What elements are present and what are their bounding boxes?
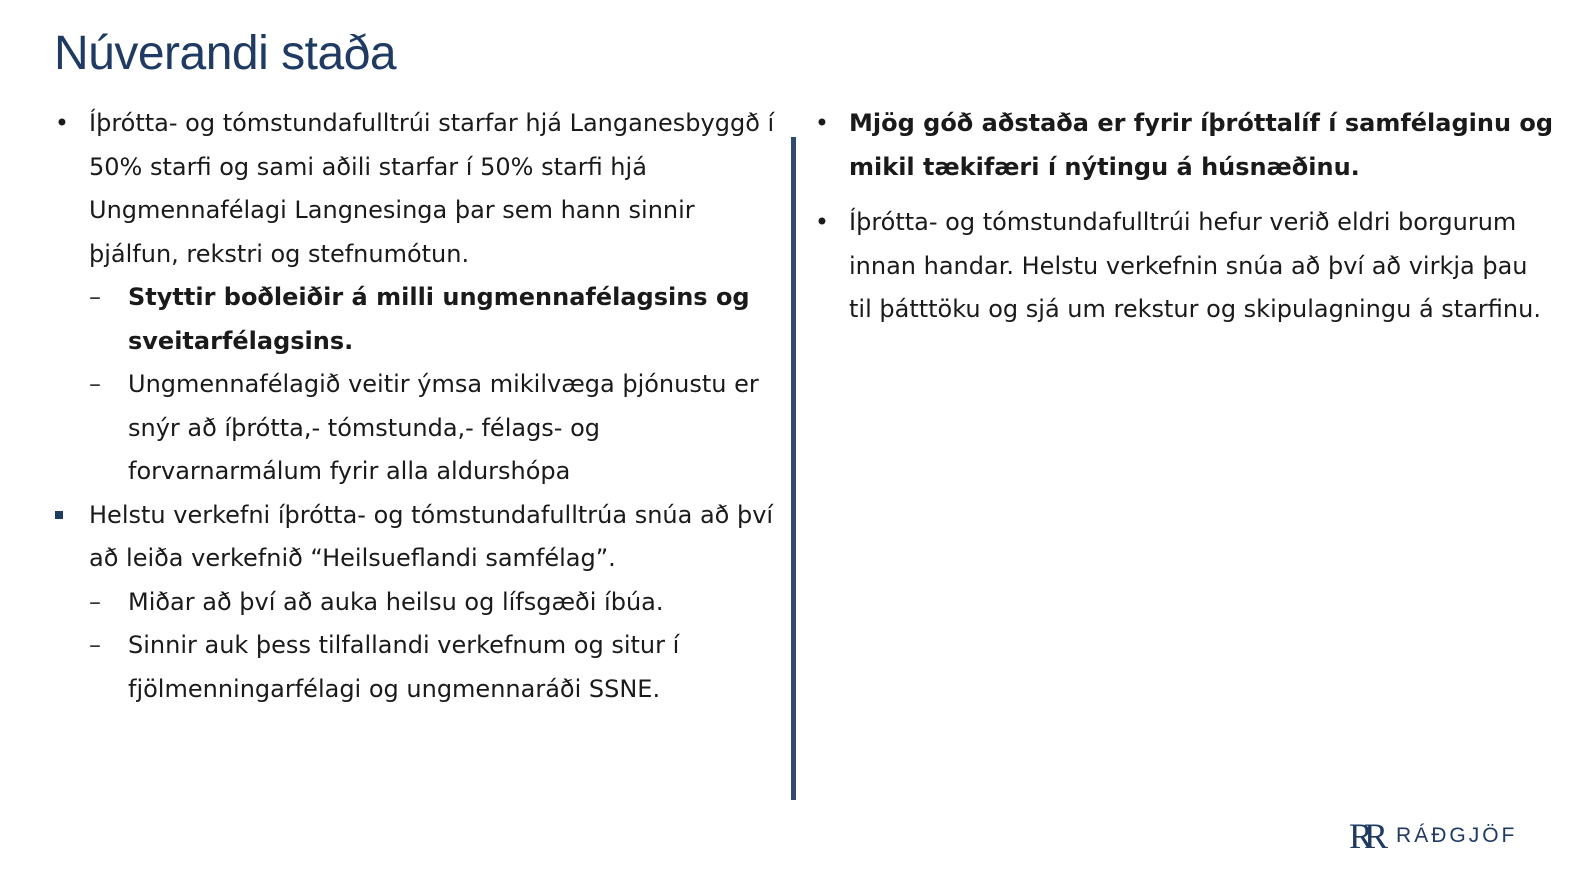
list-item-text: Mjög góð aðstaða er fyrir íþróttalíf í samfélaginu og mikil tækifæri í nýtingu á húsnæðinu. [849, 109, 1554, 181]
sub-list [89, 276, 782, 494]
radgjof-logo [1349, 818, 1517, 854]
list-item [812, 201, 1557, 332]
sub-item-text: Miðar að því að auka heilsu og lífsgæði íbúa. [128, 587, 664, 616]
list-item-text: Íþrótta- og tómstundafulltrúi hefur verið eldri borgurum innan handar. Helstu verkefnin snúa að því að virkja þau til þátttöku og sjá um rekstur og skipulagningu á starfinu. [849, 208, 1541, 323]
sub-list-item [89, 363, 782, 494]
sub-list-item [89, 276, 782, 363]
sub-list-item [89, 581, 782, 625]
logo-mark-icon: RR [1349, 816, 1380, 856]
column-divider [791, 137, 796, 800]
list-item-text: Íþrótta- og tómstundafulltrúi starfar hjá Langanesbyggð í 50% starfi og sami aðili starfar í 50% starfi hjá Ungmennafélagi Langnesinga þar sem hann sinnir þjálfun, rekstri og stefnumótun. [89, 109, 775, 268]
dash-marker: – [89, 631, 101, 659]
sub-list-item [89, 624, 782, 711]
bullet-dot: • [814, 208, 830, 236]
list-item [52, 494, 782, 712]
list-item-text: Helstu verkefni íþrótta- og tómstundafulltrúa snúa að því að leiða verkefnið “Heilsueflandi samfélag”. [89, 500, 774, 572]
left-column [52, 102, 782, 711]
dash-marker: – [89, 283, 101, 311]
left-bullet-list [52, 102, 782, 711]
right-bullet-list [812, 102, 1557, 332]
dash-marker: – [89, 370, 101, 398]
logo-text: RÁÐGJÖF [1396, 824, 1518, 847]
list-item [812, 102, 1557, 189]
list-item [52, 102, 782, 494]
bullet-dot: • [54, 109, 70, 137]
sub-list [89, 581, 782, 712]
sub-item-text: Styttir boðleiðir á milli ungmennafélagsins og sveitarfélagsins. [128, 283, 750, 355]
bullet-dot: • [814, 109, 830, 137]
slide-title: Núverandi staða [54, 27, 397, 80]
sub-item-text: Sinnir auk þess tilfallandi verkefnum og situr í fjölmenningarfélagi og ungmennaráði SSNE. [128, 631, 680, 703]
right-column [812, 102, 1557, 332]
square-bullet-icon [55, 511, 63, 519]
dash-marker: – [89, 587, 101, 616]
sub-item-text: Ungmennafélagið veitir ýmsa mikilvæga þjónustu er snýr að íþrótta,- tómstunda,- félags- og forvarnarmálum fyrir alla aldurshópa [128, 370, 759, 485]
